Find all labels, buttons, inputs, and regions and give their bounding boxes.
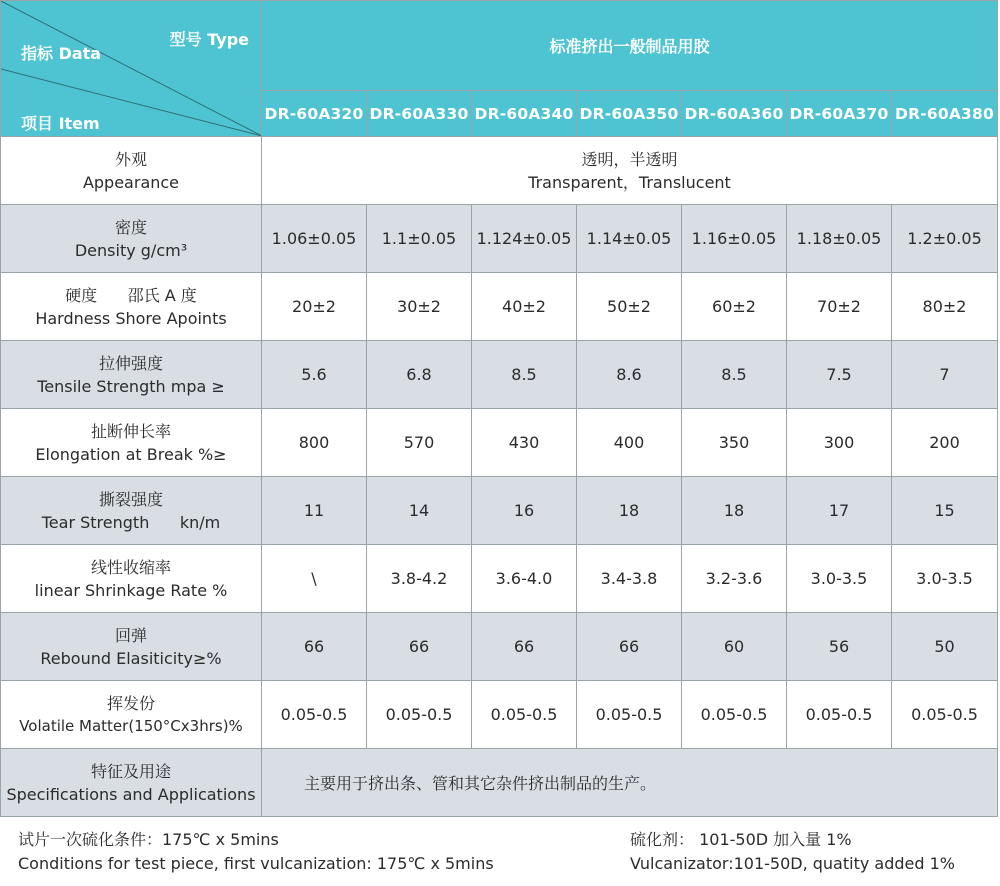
table-cell: 0.05-0.5 — [577, 681, 682, 749]
table-cell: 0.05-0.5 — [892, 681, 998, 749]
table-row-tear — [1, 477, 998, 545]
table-cell: 8.5 — [472, 341, 577, 409]
table-cell: 3.0-3.5 — [787, 545, 892, 613]
table-cell: 0.05-0.5 — [262, 681, 367, 749]
table-cell: 14 — [367, 477, 472, 545]
table-cell: 3.2-3.6 — [682, 545, 787, 613]
table-row-volatile — [1, 681, 998, 749]
table-cell: 430 — [472, 409, 577, 477]
table-cell: 200 — [892, 409, 998, 477]
table-row-density — [1, 205, 998, 273]
table-cell: 0.05-0.5 — [682, 681, 787, 749]
table-cell: 66 — [262, 613, 367, 681]
type-label: 型号 Type — [169, 30, 249, 49]
table-cell: 3.4-3.8 — [577, 545, 682, 613]
table-cell: 570 — [367, 409, 472, 477]
table-row-appearance — [1, 137, 998, 205]
row-label: 回弹 Rebound Elasiticity≥% — [1, 613, 262, 681]
row-label: 拉伸强度 Tensile Strength mpa ≥ — [1, 341, 262, 409]
vulcanizer-note: 硫化剂： 101-50D 加入量 1% Vulcanizator:101-50D, quatity added 1% — [630, 830, 955, 873]
table-cell: 8.5 — [682, 341, 787, 409]
model-header: DR-60A340 — [472, 91, 577, 137]
table-cell: 1.14±0.05 — [577, 205, 682, 273]
table-cell: 66 — [577, 613, 682, 681]
table-cell: 18 — [682, 477, 787, 545]
table-cell: 0.05-0.5 — [472, 681, 577, 749]
table-row-elongation — [1, 409, 998, 477]
table-cell: 15 — [892, 477, 998, 545]
table-cell: 80±2 — [892, 273, 998, 341]
table-cell: 7 — [892, 341, 998, 409]
table-cell: 3.0-3.5 — [892, 545, 998, 613]
row-label: 特征及用途 Specifications and Applications — [1, 749, 262, 817]
table-cell: 60±2 — [682, 273, 787, 341]
table-cell: \ — [262, 545, 367, 613]
table-cell: 1.16±0.05 — [682, 205, 787, 273]
row-label: 扯断伸长率 Elongation at Break %≥ — [1, 409, 262, 477]
table-cell: 7.5 — [787, 341, 892, 409]
table-cell: 300 — [787, 409, 892, 477]
table-cell: 1.1±0.05 — [367, 205, 472, 273]
row-label: 挥发份 Volatile Matter(150°Cx3hrs)% — [1, 681, 262, 749]
model-header: DR-60A350 — [577, 91, 682, 137]
table-cell: 8.6 — [577, 341, 682, 409]
table-cell: 40±2 — [472, 273, 577, 341]
table-row-rebound — [1, 613, 998, 681]
table-cell: 1.124±0.05 — [472, 205, 577, 273]
header-corner — [1, 1, 262, 137]
table-cell: 1.18±0.05 — [787, 205, 892, 273]
row-label: 外观 Appearance — [1, 137, 262, 205]
table-cell: 30±2 — [367, 273, 472, 341]
row-label: 线性收缩率 linear Shrinkage Rate % — [1, 545, 262, 613]
row-label: 硬度 邵氏 A 度 Hardness Shore Apoints — [1, 273, 262, 341]
footer-notes — [0, 816, 997, 884]
table-cell: 1.2±0.05 — [892, 205, 998, 273]
table-cell: 5.6 — [262, 341, 367, 409]
table-cell: 20±2 — [262, 273, 367, 341]
table-cell: 0.05-0.5 — [787, 681, 892, 749]
table-cell: 350 — [682, 409, 787, 477]
table-cell: 50±2 — [577, 273, 682, 341]
test-conditions: 试片一次硫化条件：175℃ x 5mins Conditions for test piece, first vulcanization: 175℃ x 5mins — [18, 830, 494, 873]
table-cell: 16 — [472, 477, 577, 545]
model-header: DR-60A330 — [367, 91, 472, 137]
table-cell: 0.05-0.5 — [367, 681, 472, 749]
table-cell: 3.8-4.2 — [367, 545, 472, 613]
table-cell: 18 — [577, 477, 682, 545]
merged-value: 主要用于挤出条、管和其它杂件挤出制品的生产。 — [262, 749, 998, 817]
table-cell: 6.8 — [367, 341, 472, 409]
row-label: 撕裂强度 Tear Strength kn/m — [1, 477, 262, 545]
model-header: DR-60A320 — [262, 91, 367, 137]
table-cell: 66 — [472, 613, 577, 681]
model-header: DR-60A360 — [682, 91, 787, 137]
model-header: DR-60A370 — [787, 91, 892, 137]
table-cell: 800 — [262, 409, 367, 477]
group-title: 标准挤出一般制品用胶 — [262, 1, 998, 91]
table-cell: 50 — [892, 613, 998, 681]
table-row-specifications — [1, 749, 998, 817]
table-cell: 1.06±0.05 — [262, 205, 367, 273]
table-row-tensile — [1, 341, 998, 409]
table-cell: 66 — [367, 613, 472, 681]
table-cell: 17 — [787, 477, 892, 545]
model-header: DR-60A380 — [892, 91, 998, 137]
row-label: 密度 Density g/cm³ — [1, 205, 262, 273]
table-cell: 60 — [682, 613, 787, 681]
table-row-hardness — [1, 273, 998, 341]
item-label: 项目 Item — [21, 114, 100, 133]
table-cell: 400 — [577, 409, 682, 477]
table-row-shrinkage — [1, 545, 998, 613]
table-cell: 3.6-4.0 — [472, 545, 577, 613]
data-label: 指标 Data — [21, 44, 102, 63]
table-cell: 11 — [262, 477, 367, 545]
table-cell: 70±2 — [787, 273, 892, 341]
table-cell: 56 — [787, 613, 892, 681]
merged-value: 透明，半透明 Transparent，Translucent — [262, 137, 998, 205]
